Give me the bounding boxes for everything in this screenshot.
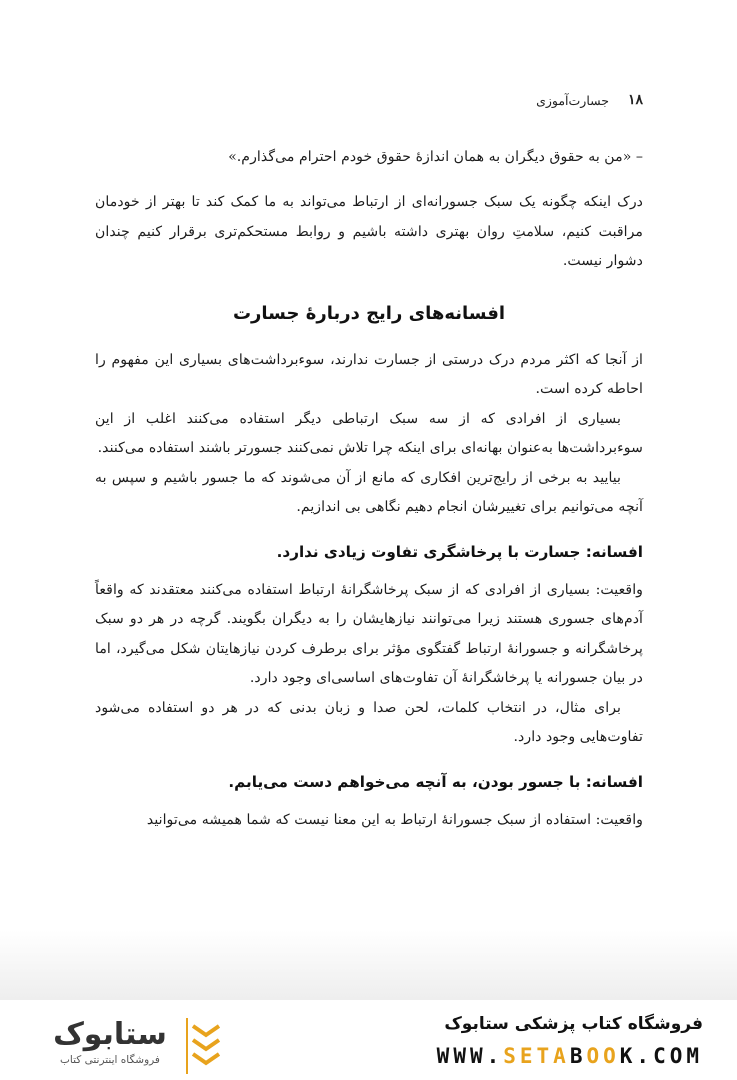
body-text (95, 143, 643, 835)
store-url[interactable] (437, 1044, 703, 1068)
url-accent: SETA (503, 1044, 570, 1068)
store-footer-banner (0, 1000, 737, 1080)
logo-tagline: فروشگاه اینترنتی کتاب (60, 1054, 160, 1066)
reality-paragraph: واقعیت: استفاده از سبک جسورانهٔ ارتباط به این معنا نیست که شما همیشه می‌توانید (146, 811, 643, 828)
url-part: K.COM (619, 1044, 703, 1068)
example-paragraph: برای مثال، در انتخاب کلمات، لحن صدا و زبان بدنی که در هر دو استفاده می‌شود تفاوت‌هایی وجود دارد. (95, 699, 643, 745)
page-number: ۱۸ (627, 92, 643, 108)
store-logo (36, 1018, 206, 1074)
quote-line: – «من به حقوق دیگران به همان اندازهٔ حقوق خودم احترام می‌گذارم.» (228, 149, 643, 165)
intro-paragraph: درک اینکه چگونه یک سبک جسورانه‌ای از ارتباط می‌تواند به ما کمک کند تا بهتر از خودمان مراقبت کنیم، سلامتِ روان بهتری داشته باشیم و روابط مستحکم‌تری برقرار کنیم چندان دشوار نیست. (95, 194, 643, 270)
chevron-stack-icon (186, 1018, 220, 1074)
myth-heading: افسانه: جسارت با پرخاشگری تفاوت زیادی ندارد. (276, 543, 643, 562)
page-bottom-fade (0, 930, 737, 1000)
logo-wordmark: ستابوک (53, 1017, 167, 1052)
paragraph: از آنجا که اکثر مردم درک درستی از جسارت ندارند، سوءبرداشت‌های بسیاری این مفهوم را احاطه کرده است. (95, 352, 643, 398)
book-page (95, 0, 643, 1000)
running-header-title: جسارت‌آموزی (536, 93, 609, 108)
url-part: B (569, 1044, 587, 1068)
url-part: WWW. (436, 1044, 504, 1068)
paragraph: بسیاری از افرادی که از سه سبک ارتباطی دیگر استفاده می‌کنند اغلب از این سوءبرداشت‌ها به‌عنوان بهانه‌ای برای اینکه چرا تلاش نمی‌کنند جسورتر باشند استفاده می‌کنند. (95, 410, 643, 457)
paragraph: بیایید به برخی از رایج‌ترین افکاری که مانع از آن می‌شوند که ما جسور باشیم و سپس به آنچه می‌توانیم برای تغییرشان انجام دهیم نگاهی بی اندازیم. (95, 469, 643, 516)
running-header (95, 92, 643, 114)
store-name: فروشگاه کتاب پزشکی ستابوک (444, 1014, 703, 1034)
reality-paragraph: واقعیت: بسیاری از افرادی که از سبک پرخاشگرانهٔ ارتباط استفاده می‌کنند معتقدند که واقعاً آدم‌های جسوری هستند زیرا می‌توانند نیازهایشان را به دیگران بگویند. گرچه در هر دو سبک پرخاشگرانه و جسورانهٔ ارتباط گفتگوی مؤثر برای برطرف کردن نیازهایتان شکل می‌گیرد، اما در بیان جسورانه یا پرخاشگرانهٔ آن تفاوت‌های اساسی‌ای وجود دارد. (95, 581, 643, 687)
section-heading: افسانه‌های رایج دربارهٔ جسارت (232, 302, 506, 324)
url-accent: OO (586, 1044, 620, 1068)
myth-heading: افسانه: با جسور بودن، به آنچه می‌خواهم دست می‌یابم. (228, 773, 643, 792)
